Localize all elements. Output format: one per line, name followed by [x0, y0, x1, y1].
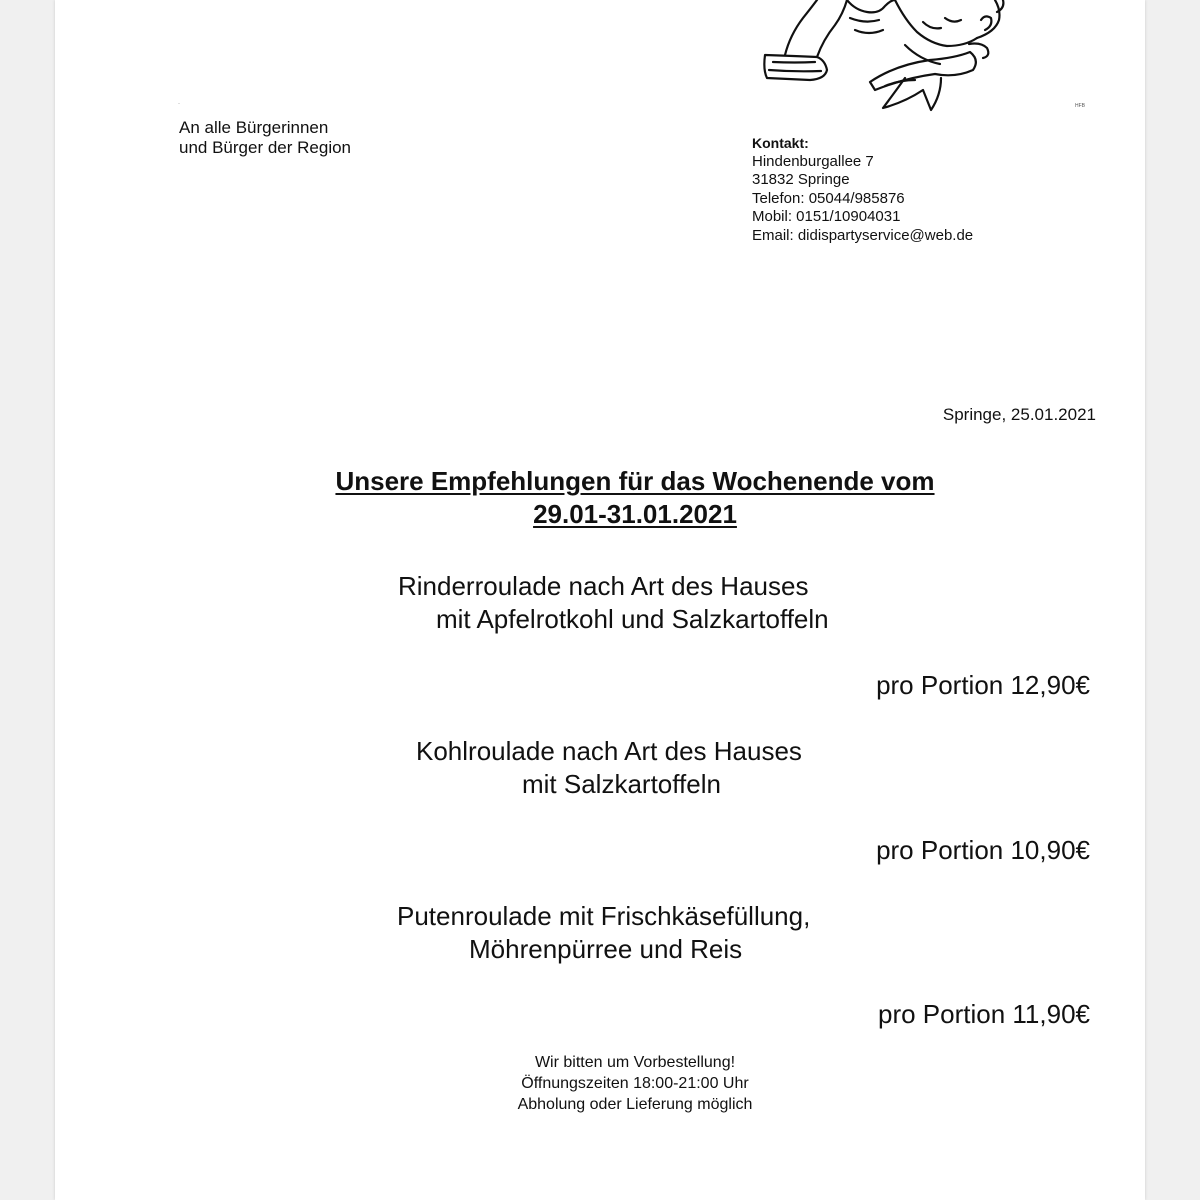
- letter-date: Springe, 25.01.2021: [942, 405, 1096, 424]
- order-notice: [435, 1052, 835, 1115]
- notice-delivery: Abholung oder Lieferung möglich: [517, 1096, 753, 1113]
- dish-3-sides: Möhrenpürree und Reis: [469, 934, 743, 964]
- chef-illustration-icon: [755, 0, 1095, 115]
- contact-phone: Telefon: 05044/985876: [752, 189, 905, 207]
- dish-1-price: pro Portion 12,90€: [876, 670, 1090, 700]
- artist-mark: HFB: [1075, 103, 1085, 109]
- title-line-2: 29.01-31.01.2021: [533, 499, 737, 529]
- title-line-1: Unsere Empfehlungen für das Wochenende vom: [335, 466, 935, 496]
- contact-street: Hindenburgallee 7: [752, 152, 874, 170]
- contact-city: 31832 Springe: [752, 171, 850, 188]
- contact-email: Email: didispartyservice@web.de: [752, 226, 974, 244]
- contact-label: Kontakt:: [752, 135, 809, 151]
- dish-1-name: Rinderroulade nach Art des Hauses: [398, 571, 809, 601]
- contact-mobile: Mobil: 0151/10904031: [752, 208, 901, 225]
- dish-2-name: Kohlroulade nach Art des Hauses: [416, 736, 802, 766]
- dish-3-name: Putenroulade mit Frischkäsefüllung,: [397, 901, 811, 931]
- notice-preorder: Wir bitten um Vorbestellung!: [534, 1054, 736, 1071]
- contact-block: [752, 134, 973, 245]
- dish-2-price: pro Portion 10,90€: [876, 835, 1090, 865]
- recipient-line-1: An alle Bürgerinnen: [179, 118, 329, 137]
- recipient-address: [179, 118, 351, 158]
- fold-mark: ·: [178, 101, 180, 107]
- notice-hours: Öffnungszeiten 18:00-21:00 Uhr: [521, 1075, 749, 1092]
- dish-1-sides: mit Apfelrotkohl und Salzkartoffeln: [436, 604, 829, 634]
- recipient-line-2: und Bürger der Region: [179, 138, 352, 157]
- page-title: [285, 465, 985, 531]
- dish-3-price: pro Portion 11,90€: [878, 999, 1090, 1029]
- dish-2-sides: mit Salzkartoffeln: [522, 769, 721, 799]
